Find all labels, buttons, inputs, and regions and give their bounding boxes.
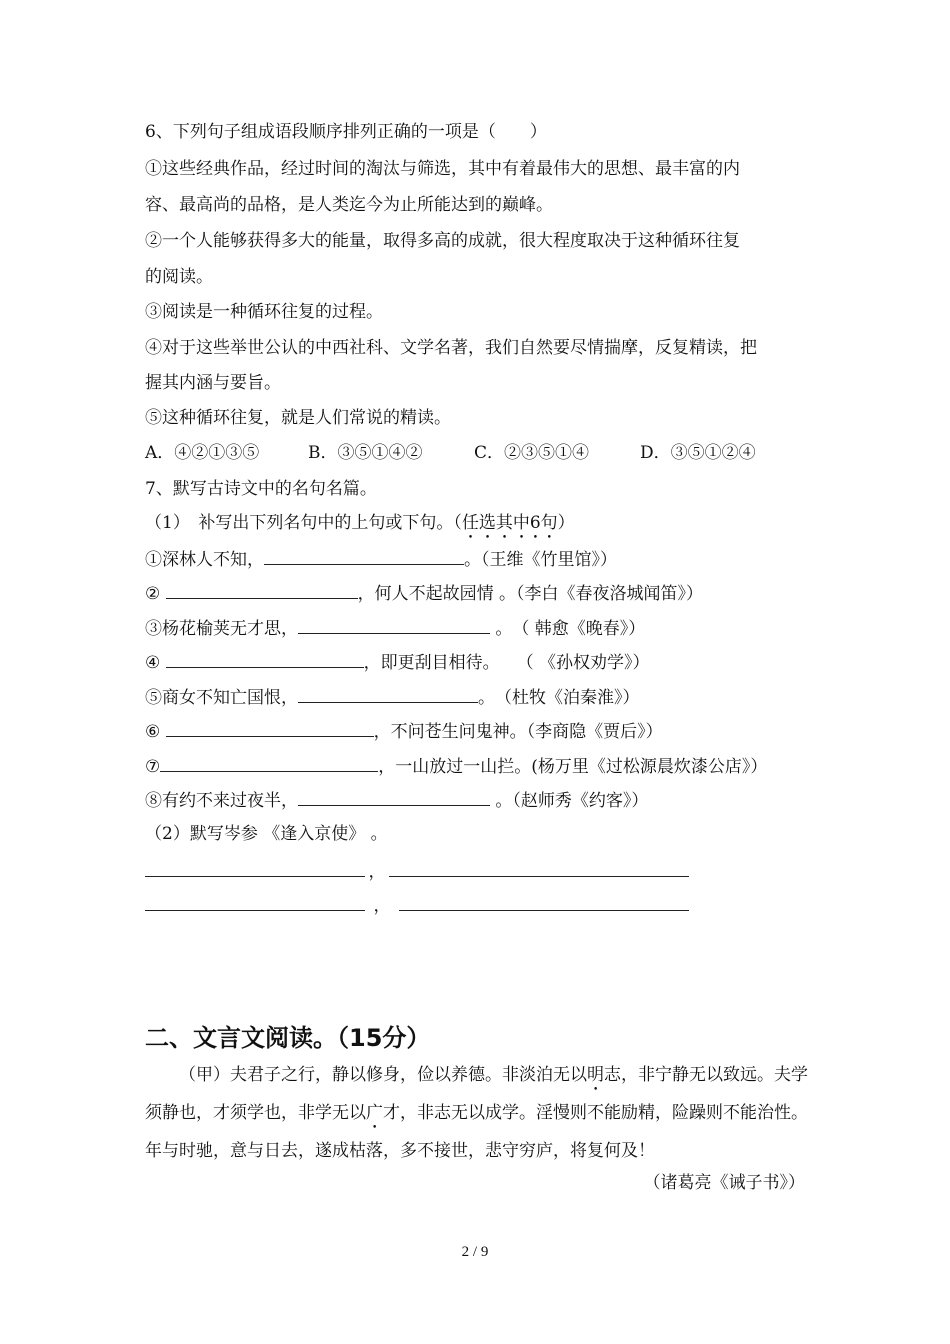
emphasis-text: 广: [366, 1103, 383, 1123]
classical-passage: （甲）夫君子之行，静以修身，俭以养德。非淡泊无以明志，非宁静无以致远。夫学须静也，才须学也，非学无以广才，非志无以成学。淫慢则不能励精，险躁则不能治性。年与时驰，意与日去，遂成枯落，多不接世，悲守穷庐，将复何及！: [145, 1065, 808, 1161]
answer-blank[interactable]: [389, 860, 689, 877]
q7-item-5: ⑤商女不知亡国恨， 。 （杜牧《泊秦淮》）: [145, 688, 640, 708]
q7-item-4: ④ ，即更刮目相待。 （ 《孙权劝学》）: [145, 653, 650, 673]
q6-sentence-5: ⑤这种循环往复，就是人们常说的精读。: [145, 408, 451, 428]
section-heading: 二、文言文阅读。（15分）: [145, 1024, 431, 1052]
q6-sentence-1b: 容、最高尚的品格，是人类迄今为止所能达到的巅峰。: [145, 195, 553, 215]
q7-stem: 7、默写古诗文中的名句名篇。: [145, 479, 377, 499]
q6-stem: 6、下列句子组成语段顺序排列正确的一项是（ ）: [145, 122, 547, 142]
answer-blank[interactable]: [145, 894, 365, 911]
q7-item-3: ③杨花榆荚无才思， 。 （ 韩愈《晚春》）: [145, 619, 646, 639]
answer-blank[interactable]: [298, 617, 490, 634]
poem-line-2: ，: [145, 894, 689, 917]
emphasis-text: 明: [587, 1065, 604, 1085]
q7-item-8: ⑧有约不来过夜半， 。（赵师秀《约客》）: [145, 791, 649, 811]
q7-item-1: ①深林人不知， 。（王维《竹里馆》）: [145, 550, 617, 570]
q6-sentence-3: ③阅读是一种循环往复的过程。: [145, 302, 383, 322]
q7-item-2: ② ，何人不起故园情 。（李白《春夜洛城闻笛》）: [145, 584, 704, 604]
q6-sentence-4b: 握其内涵与要旨。: [145, 373, 281, 393]
q6-option-c[interactable]: C．②③⑤①④: [474, 443, 590, 463]
q6-sentence-2a: ②一个人能够获得多大的能量，取得多高的成就，很大程度取决于这种循环往复: [145, 231, 740, 251]
answer-blank[interactable]: [399, 894, 689, 911]
q6-sentence-1a: ①这些经典作品，经过时间的淘汰与筛选，其中有着最伟大的思想、最丰富的内: [145, 159, 740, 179]
emphasis-text: 任选其中6句: [461, 513, 558, 533]
q7-part2: （2）默写岑参 《逢入京使》 。: [145, 824, 388, 844]
q6-sentence-2b: 的阅读。: [145, 267, 213, 287]
q6-option-a[interactable]: A．④②①③⑤: [145, 443, 260, 463]
answer-blank[interactable]: [166, 720, 374, 737]
q6-options: [145, 442, 756, 464]
q6-sentence-4a: ④对于这些举世公认的中西社科、文学名著，我们自然要尽情揣摩，反复精读，把: [145, 338, 757, 358]
poem-line-1: ，: [145, 860, 689, 883]
answer-blank[interactable]: [160, 755, 378, 772]
page-number: 2 / 9: [461, 1244, 489, 1260]
q7-part1-instruction: （1） 补写出下列名句中的上句或下句。（任选其中6句）: [145, 513, 575, 533]
q6-option-d[interactable]: D．③⑤①②④: [640, 443, 756, 463]
passage-source: （诸葛亮《诫子书》）: [643, 1173, 805, 1193]
q7-item-7: ⑦ ，一山放过一山拦。(杨万里《过松源晨炊漆公店》）: [145, 757, 768, 777]
answer-blank[interactable]: [264, 548, 464, 565]
q7-item-6: ⑥ ，不问苍生问鬼神。（李商隐《贾后》）: [145, 722, 663, 742]
answer-blank[interactable]: [166, 582, 358, 599]
answer-blank[interactable]: [298, 686, 478, 703]
answer-blank[interactable]: [166, 651, 364, 668]
answer-blank[interactable]: [145, 860, 365, 877]
q6-option-b[interactable]: B．③⑤①④②: [308, 443, 423, 463]
answer-blank[interactable]: [298, 789, 490, 806]
